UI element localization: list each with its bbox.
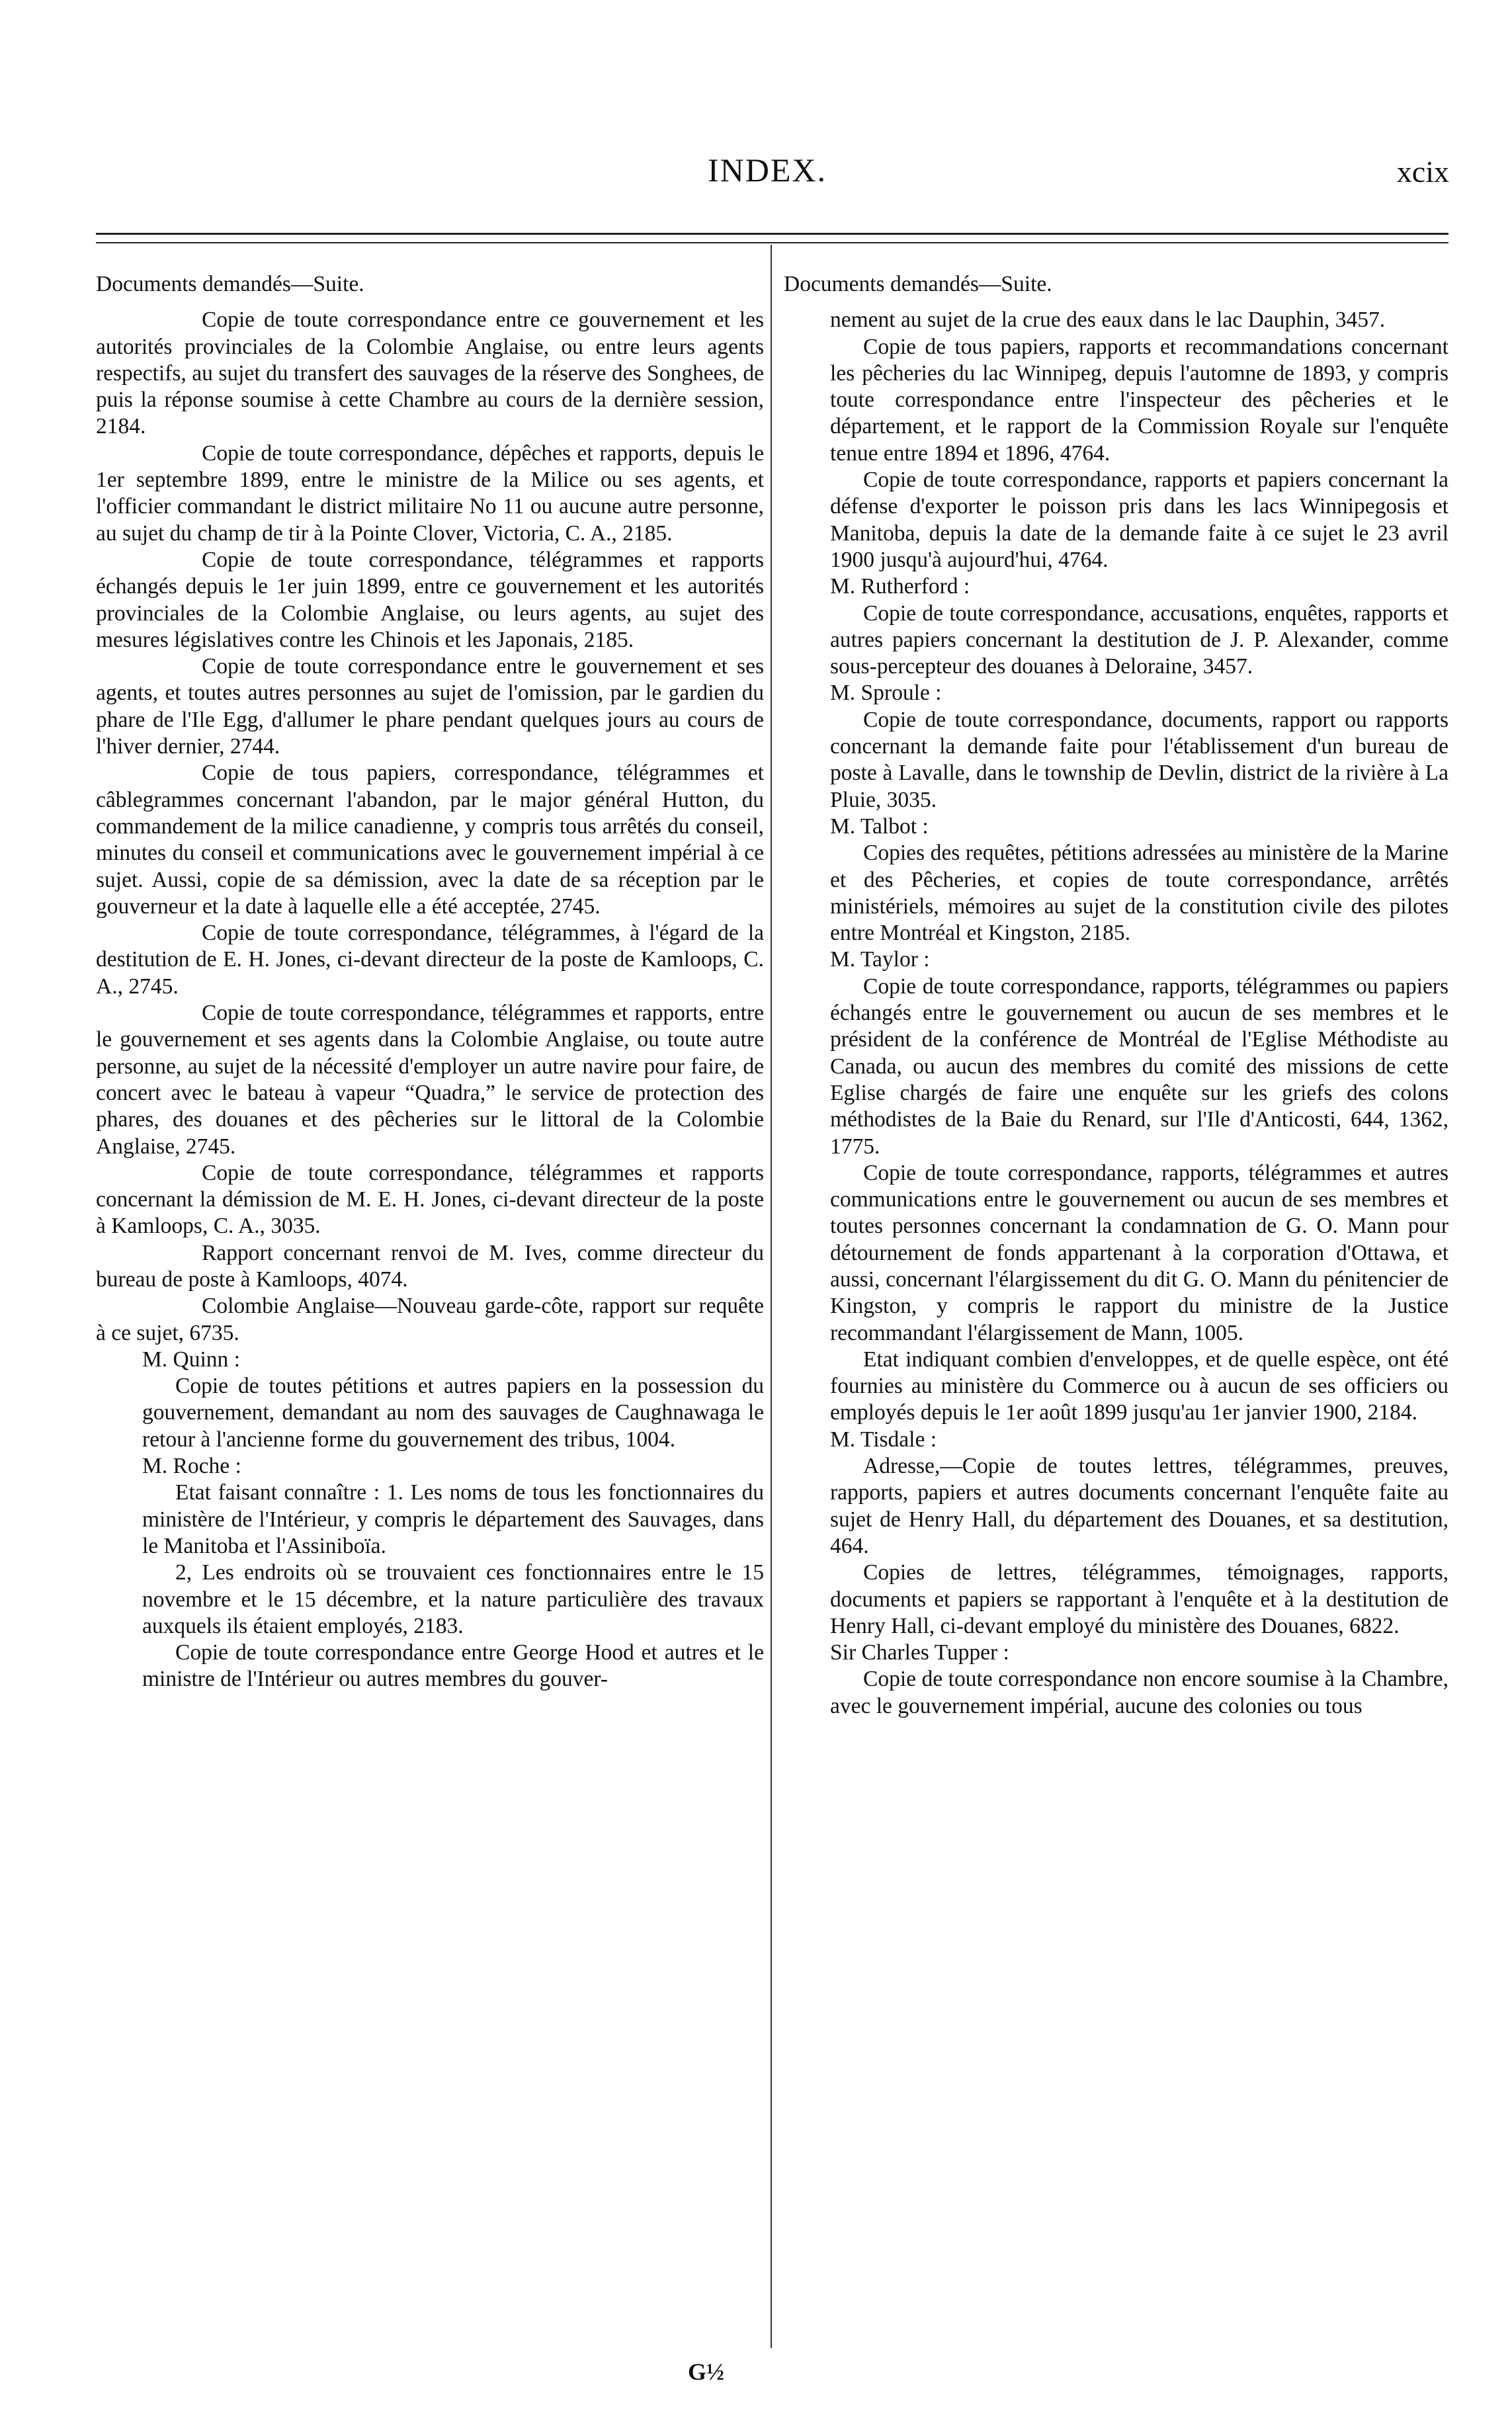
index-entry: Copie de toute correspondance entre le gouvernement et ses agents, et toutes autres personnes au sujet de l'omission, par le gardien du phare de l'Ile Egg, d'allumer le phare pendant quelques jours au cours de l'hiver dernier, 2744. [96, 654, 764, 759]
column-divider [771, 245, 772, 2348]
right-column [784, 271, 1449, 1720]
header-rule [96, 233, 1449, 235]
index-entry: Copie de tous papiers, rapports et recommandations concernant les pêcheries du lac Winnipeg, depuis l'automne de 1893, y compris toute correspondance entre l'inspecteur des pêcheries et le département, et le rapport de la Commission Royale sur l'enquête tenue entre 1894 et 1896, 4764. [830, 334, 1449, 466]
index-entry: Copie de toute correspondance, télégrammes et rapports concernant la démission de M. E. H. Jones, ci-devant directeur de la poste à Kamloops, C. A., 3035. [96, 1160, 764, 1239]
index-entry: Copie de toute correspondance, documents, rapport ou rapports concernant la demande faite pour l'établissement d'un bureau de poste à Lavalle, dans le township de Devlin, district de la rivière à La Pluie, 3035. [830, 707, 1449, 812]
member-name: M. Talbot : [830, 814, 929, 839]
page-title: INDEX. [708, 151, 827, 188]
page-number: xcix [1396, 155, 1449, 188]
index-entry: Copie de tous papiers, correspondance, télégrammes et câblegrammes concernant l'abandon, par le major général Hutton, du commandement de la milice canadienne, y compris tous arrêtés du conseil, minutes du conseil et communications avec le gouvernement impérial à ce sujet. Aussi, copie de sa démission, avec la date de sa réception par le gouverneur et la date à laquelle elle a été acceptée, 2745. [96, 761, 764, 919]
index-entry: Copie de toute correspondance, télégrammes et rapports, entre le gouvernement et ses agents dans la Colombie Anglaise, ou toute autre personne, au sujet de la nécessité d'employer un autre navire pour faire, de concert avec le bateau à vapeur “Quadra,” le service de protection des phares, des douanes et des pêcheries sur le littoral de la Colombie Anglaise, 2745. [96, 1001, 764, 1159]
index-entry: Etat faisant connaître : 1. Les noms de tous les fonctionnaires du ministère de l'Intérieur, y compris le département des Sauvages, dans le Manitoba et l'Assiniboïa. [142, 1480, 764, 1558]
index-entry: Copie de toute correspondance, accusations, enquêtes, rapports et autres papiers concernant la destitution de J. P. Alexander, comme sous-percepteur des douanes à Deloraine, 3457. [830, 601, 1449, 679]
index-entry: 2, Les endroits où se trouvaient ces fonctionnaires entre le 15 novembre et le 15 décembre, et la nature particulière des travaux auxquels ils étaient employés, 2183. [142, 1560, 764, 1638]
member-name: M. Tisdale : [830, 1427, 937, 1452]
index-entry: Copie de toute correspondance, rapports, télégrammes ou papiers échangés entre le gouvernement ou aucun de ses membres et le président de la conférence de Montréal de l'Eglise Méthodiste au Canada, ou aucun des membres du comité des missions de cette Eglise chargés de faire une enquête sur les griefs des colons méthodistes de la Baie du Renard, sur l'Ile d'Anticosti, 644, 1362, 1775. [830, 974, 1449, 1159]
member-name: M. Roche : [142, 1454, 241, 1479]
index-entry: Copies des requêtes, pétitions adressées au ministère de la Marine et des Pêcheries, et copies de toute correspondance, arrêtés ministériels, mémoires au sujet de la constitution civile des pilotes entre Montréal et Kingston, 2185. [830, 841, 1449, 946]
member-name: M. Quinn : [142, 1347, 240, 1372]
index-entry: Copie de toute correspondance, rapports, télégrammes et autres communications entre le gouvernement ou aucun de ses membres et toutes personnes concernant la condamnation de G. O. Mann pour détournement de fonds appartenant à la corporation d'Ottawa, et aussi, concernant l'élargissement du dit G. O. Mann du pénitencier de Kingston, y compris le rapport du ministre de la Justice recommandant l'élargissement de Mann, 1005. [830, 1160, 1449, 1345]
member-name: M. Sproule : [830, 681, 942, 706]
member-name: Sir Charles Tupper : [830, 1640, 1009, 1665]
index-entry: Etat indiquant combien d'enveloppes, et de quelle espèce, ont été fournies au ministère du Commerce ou à aucun de ses officiers ou employés depuis le 1er août 1899 jusqu'au 1er janvier 1900, 2184. [830, 1347, 1449, 1425]
index-entry-continued: nement au sujet de la crue des eaux dans le lac Dauphin, 3457. [830, 308, 1386, 333]
index-entry: Copies de lettres, télégrammes, témoignages, rapports, documents et papiers se rapportant à l'enquête et à la destitution de Henry Hall, ci-devant employé du ministère des Douanes, 6822. [830, 1560, 1449, 1638]
column-heading: Documents demandés—Suite. [96, 272, 364, 296]
left-column [96, 271, 764, 1693]
index-entry: Copie de toute correspondance, dépêches et rapports, depuis le 1er septembre 1899, entre le ministre de la Milice ou ses agents, et l'officier commandant le district militaire No 11 ou aucune autre personne, au sujet du champ de tir à la Pointe Clover, Victoria, C. A., 2185. [96, 440, 764, 546]
index-entry: Copie de toute correspondance entre George Hood et autres et le ministre de l'Intérieur ou autres membres du gouver- [142, 1640, 764, 1692]
signature-mark: G½ [688, 2359, 725, 2385]
index-entry: Rapport concernant renvoi de M. Ives, comme directeur du bureau de poste à Kamloops, 4074. [96, 1240, 764, 1292]
column-heading: Documents demandés—Suite. [784, 272, 1052, 296]
index-entry: Copie de toutes pétitions et autres papiers en la possession du gouvernement, demandant au nom des sauvages de Caughnawaga le retour à l'ancienne forme du gouvernement des tribus, 1004. [142, 1374, 764, 1452]
index-entry: Copie de toute correspondance, télégrammes, à l'égard de la destitution de E. H. Jones, ci-devant directeur de la poste de Kamloops, C. A., 2745. [96, 921, 764, 999]
member-name: M. Taylor : [830, 947, 930, 972]
index-entry: Colombie Anglaise—Nouveau garde-côte, rapport sur requête à ce sujet, 6735. [96, 1294, 764, 1345]
index-entry: Copie de toute correspondance, rapports et papiers concernant la défense d'exporter le poisson pris dans les lacs Winnipegosis et Manitoba, depuis la date de la demande faite à ce sujet le 23 avril 1900 jusqu'à aujourd'hui, 4764. [830, 468, 1449, 572]
index-entry: Copie de toute correspondance entre ce gouvernement et les autorités provinciales de la Colombie Anglaise, ou entre leurs agents respectifs, au sujet du transfert des sauvages de la réserve des Songhees, de puis la réponse soumise à cette Chambre au cours de la dernière session, 2184. [96, 308, 764, 439]
member-name: M. Rutherford : [830, 574, 970, 599]
header-rule-secondary [96, 242, 1449, 243]
index-entry: Copie de toute correspondance, télégrammes et rapports échangés depuis le 1er juin 1899, entre ce gouvernement et les autorités provinciales de la Colombie Anglaise, ou leurs agents, au sujet des mesures législatives contre les Chinois et les Japonais, 2185. [96, 547, 764, 652]
index-entry: Copie de toute correspondance non encore soumise à la Chambre, avec le gouvernement impérial, aucune des colonies ou tous [830, 1667, 1449, 1718]
index-entry: Adresse,—Copie de toutes lettres, télégrammes, preuves, rapports, papiers et autres documents concernant l'enquête faite au sujet de Henry Hall, du département des Douanes, et sa destitution, 464. [830, 1454, 1449, 1558]
